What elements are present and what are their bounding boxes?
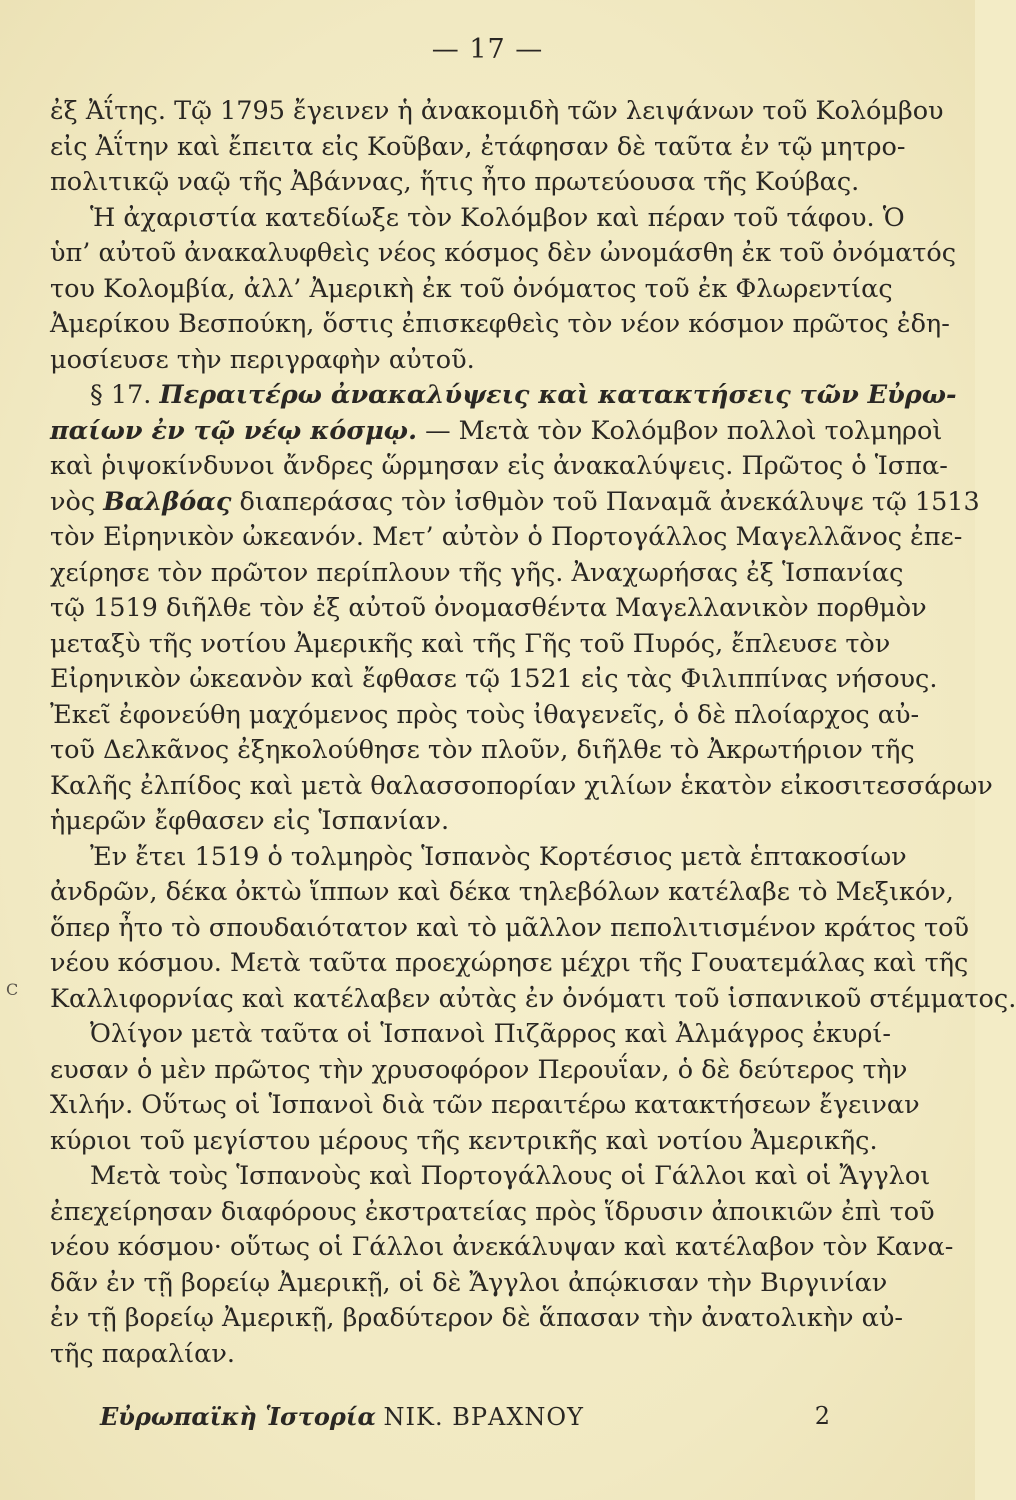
body-text	[50, 94, 1016, 1372]
text-line: Μετὰ τοὺς Ἱσπανοὺς καὶ Πορτογάλλους οἱ Γάλλοι καὶ οἱ Ἄγγλοι	[90, 1161, 931, 1191]
text-line: ἐξ Ἀΐτης. Τῷ 1795 ἔγεινεν ἡ ἀνακομιδὴ τῶν λειψάνων τοῦ Κολόμβου	[50, 96, 944, 126]
text-line: δᾶν ἐν τῇ βορείῳ Ἀμερικῇ, οἱ δὲ Ἄγγλοι ἀπῴκισαν τὴν Βιργινίαν	[50, 1267, 888, 1298]
section-title-part-2: παίων ἐν τῷ νέῳ κόσμῳ.	[50, 415, 417, 446]
footer-sheet-number: 2	[814, 1402, 830, 1430]
text-line: Χιλήν. Οὕτως οἱ Ἱσπανοὶ διὰ τῶν περαιτέρω κατακτήσεων ἔγειναν	[50, 1090, 920, 1120]
person-name-balboa: Βαλβόας	[103, 486, 232, 517]
text-line: Καλλιφορνίας καὶ κατέλαβεν αὐτὰς ἐν ὀνόματι τοῦ ἱσπανικοῦ στέμματος.	[50, 983, 1016, 1014]
text-line: μεταξὺ τῆς νοτίου Ἀμερικῆς καὶ τῆς Γῆς τοῦ Πυρός, ἔπλευσε τὸν	[50, 628, 891, 659]
text-line: ἐπεχείρησαν διαφόρους ἐκστρατείας πρὸς ἵδρυσιν ἀποικιῶν ἐπὶ τοῦ	[50, 1196, 935, 1227]
text-line: Καλῆς ἐλπίδος καὶ μετὰ θαλασσοπορίαν χιλίων ἑκατὸν εἰκοσιτεσσάρων	[50, 770, 993, 801]
text-line: τῷ 1519 διῆλθε τὸν ἐξ αὐτοῦ ὀνομασθέντα Μαγελλανικὸν πορθμὸν	[50, 593, 927, 623]
text-line: χείρησε τὸν πρῶτον περίπλουν τῆς γῆς. Ἀναχωρήσας ἐξ Ἱσπανίας	[50, 557, 904, 588]
text-line: ευσαν ὁ μὲν πρῶτος τὴν χρυσοφόρον Περουΐαν, ὁ δὲ δεύτερος τὴν	[50, 1054, 908, 1085]
text-line: Ὀλίγον μετὰ ταῦτα οἱ Ἱσπανοὶ Πιζᾶρρος καὶ Ἀλμάγρος ἐκυρί-	[90, 1019, 891, 1049]
page-footer	[100, 1402, 830, 1431]
text-line: Ἐκεῖ ἐφονεύθη μαχόμενος πρὸς τοὺς ἰθαγενεῖς, ὁ δὲ πλοίαρχος αὐ-	[50, 699, 920, 730]
text-line: Εἰρηνικὸν ὠκεανὸν καὶ ἔφθασε τῷ 1521 εἰς τὰς Φιλιππίνας νήσους.	[50, 664, 938, 694]
text-fragment: νὸς	[50, 486, 96, 517]
text-line: εἰς Ἀΐτην καὶ ἔπειτα εἰς Κοῦβαν, ἐτάφησαν δὲ ταῦτα ἐν τῷ μητρο-	[50, 131, 906, 162]
text-line: καὶ ῥιψοκίνδυνοι ἄνδρες ὥρμησαν εἰς ἀνακαλύψεις. Πρῶτος ὁ Ἱσπα-	[50, 451, 948, 481]
text-line: τῆς παραλίαν.	[50, 1338, 235, 1369]
text-line: ἐν τῇ βορείῳ Ἀμερικῇ, βραδύτερον δὲ ἅπασαν τὴν ἀνατολικὴν αὐ-	[50, 1303, 903, 1333]
text-line: ὅπερ ἦτο τὸ σπουδαιότατον καὶ τὸ μᾶλλον πεπολιτισμένον κράτος τοῦ	[50, 912, 970, 943]
text-line: νέου κόσμου· οὕτως οἱ Γάλλοι ἀνεκάλυψαν καὶ κατέλαβον τὸν Κανα-	[50, 1232, 954, 1262]
section-number: § 17.	[90, 380, 152, 410]
section-title-part-1: Περαιτέρω ἀνακαλύψεις καὶ κατακτήσεις τῶν Εὐρω-	[159, 380, 957, 410]
margin-mark: C	[6, 980, 19, 999]
text-line: νέου κόσμου. Μετὰ ταῦτα προεχώρησε μέχρι τῆς Γουατεμάλας καὶ τῆς	[50, 948, 969, 978]
text-line: ἡμερῶν ἔφθασεν εἰς Ἱσπανίαν.	[50, 806, 450, 836]
text-line: ὑπ’ αὐτοῦ ἀνακαλυφθεὶς νέος κόσμος δὲν ὠνομάσθη ἐκ τοῦ ὀνόματός	[50, 238, 957, 268]
text-line: Ἀμερίκου Βεσπούκη, ὅστις ἐπισκεφθεὶς τὸν νέον κόσμον πρῶτος ἐδη-	[50, 309, 950, 339]
footer-signature	[100, 1402, 584, 1431]
section-heading-line-2	[50, 414, 943, 450]
footer-book-title: Εὐρωπαϊκὴ Ἱστορία	[100, 1402, 376, 1431]
text-line: πολιτικῷ ναῷ τῆς Ἀβάννας, ἥτις ἦτο πρωτεύουσα τῆς Κούβας.	[50, 167, 860, 197]
text-line: του Κολομβία, ἀλλ’ Ἀμερικὴ ἐκ τοῦ ὀνόματος τοῦ ἐκ Φλωρεντίας	[50, 273, 893, 304]
text-line-with-name	[50, 485, 980, 521]
footer-author: ΝΙΚ. ΒΡΑΧΝΟΥ	[383, 1403, 584, 1431]
page-number: — 17 —	[431, 34, 544, 65]
text-line: μοσίευσε τὴν περιγραφὴν αὐτοῦ.	[50, 344, 475, 375]
text-line: τὸν Εἰρηνικὸν ὠκεανόν. Μετ’ αὐτὸν ὁ Πορτογάλλος Μαγελλᾶνος ἐπε-	[50, 522, 963, 552]
text-line: Ἐν ἔτει 1519 ὁ τολμηρὸς Ἱσπανὸς Κορτέσιος μετὰ ἑπτακοσίων	[90, 841, 907, 872]
section-text-start: — Μετὰ τὸν Κολόμβον πολλοὶ τολμηροὶ	[425, 415, 943, 446]
text-line: τοῦ Δελκᾶνος ἐξηκολούθησε τὸν πλοῦν, διῆλθε τὸ Ἀκρωτήριον τῆς	[50, 735, 915, 765]
text-line: κύριοι τοῦ μεγίστου μέρους τῆς κεντρικῆς καὶ νοτίου Ἀμερικῆς.	[50, 1125, 878, 1156]
text-fragment: διαπεράσας τὸν ἰσθμὸν τοῦ Παναμᾶ ἀνεκάλυψε τῷ 1513	[239, 486, 980, 517]
text-line: ἀνδρῶν, δέκα ὀκτὼ ἵππων καὶ δέκα τηλεβόλων κατέλαβε τὸ Μεξικόν,	[50, 877, 954, 907]
text-line: Ἡ ἀχαριστία κατεδίωξε τὸν Κολόμβον καὶ πέραν τοῦ τάφου. Ὁ	[90, 202, 905, 233]
section-heading-line	[50, 378, 957, 414]
